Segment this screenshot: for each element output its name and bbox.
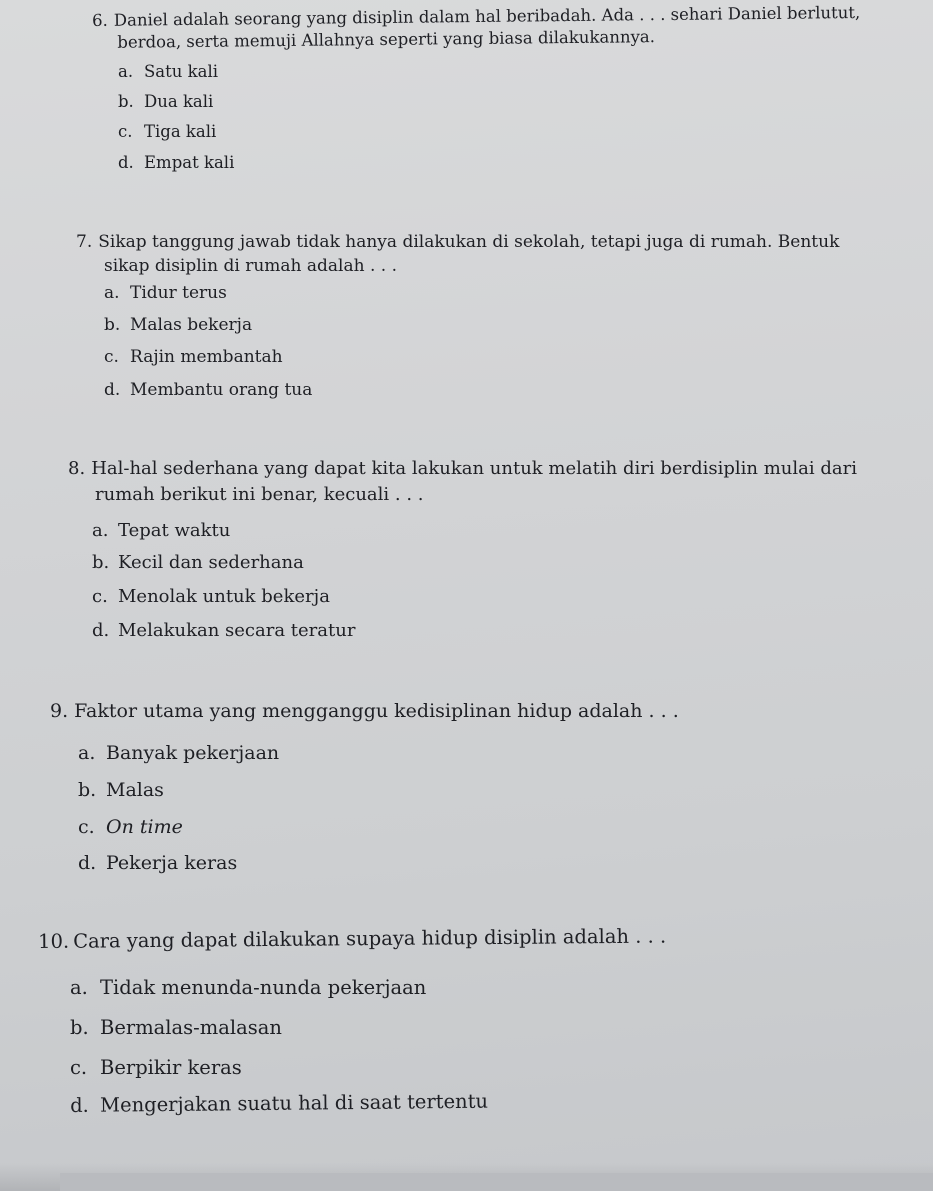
question-7 xyxy=(76,230,839,278)
question-8 xyxy=(68,456,857,508)
option-7b[interactable]: b. Malas bekerja xyxy=(104,315,253,335)
option-10a[interactable]: a. Tidak menunda-nunda pekerjaan xyxy=(70,976,427,999)
question-10 xyxy=(38,923,666,956)
option-9d[interactable]: d. Pekerja keras xyxy=(78,852,238,874)
option-7a[interactable]: a. Tidur terus xyxy=(104,283,227,303)
question-8-line-2: rumah berikut ini benar, kecuali . . . xyxy=(95,484,424,505)
question-8-number: 8. xyxy=(68,458,86,479)
question-7-number: 7. xyxy=(76,232,93,252)
question-7-line-2: sikap disiplin di rumah adalah . . . xyxy=(104,256,397,276)
option-9c[interactable]: c. On time xyxy=(78,816,183,838)
question-6-line-2: berdoa, serta memuji Allahnya seperti yang biasa dilakukannya. xyxy=(117,27,656,52)
option-8b[interactable]: b. Kecil dan sederhana xyxy=(92,552,304,573)
option-8a[interactable]: a. Tepat waktu xyxy=(92,520,231,541)
option-6a[interactable]: a. Satu kali xyxy=(118,62,219,81)
option-10b[interactable]: b. Bermalas-malasan xyxy=(70,1016,282,1039)
option-7d[interactable]: d. Membantu orang tua xyxy=(104,380,313,400)
question-8-line-1: 8. Hal-hal sederhana yang dapat kita lakukan untuk melatih diri berdisiplin mulai dari xyxy=(68,456,857,482)
option-6b[interactable]: b. Dua kali xyxy=(118,92,214,111)
question-9 xyxy=(50,698,679,725)
question-6 xyxy=(92,2,861,54)
page-bottom-edge xyxy=(60,1173,933,1191)
question-9-number: 9. xyxy=(50,700,69,722)
option-8d[interactable]: d. Melakukan secara teratur xyxy=(92,620,356,641)
option-6d[interactable]: d. Empat kali xyxy=(118,153,235,172)
question-10-number: 10. xyxy=(38,929,70,953)
option-7c[interactable]: c. Rajin membantah xyxy=(104,347,283,367)
question-7-line-1: 7. Sikap tanggung jawab tidak hanya dilakukan di sekolah, tetapi juga di rumah. Bentuk xyxy=(76,232,840,252)
option-10c[interactable]: c. Berpikir keras xyxy=(70,1056,242,1079)
question-9-line-1: 9. Faktor utama yang mengganggu kedisiplinan hidup adalah . . . xyxy=(50,698,679,725)
question-6-line-1: 6. Daniel adalah seorang yang disiplin dalam hal beribadah. Ada . . . sehari Daniel berlutut, xyxy=(92,2,861,30)
option-9b[interactable]: b. Malas xyxy=(78,779,164,801)
option-9a[interactable]: a. Banyak pekerjaan xyxy=(78,742,280,764)
option-10d[interactable]: d. Mengerjakan suatu hal di saat tertentu xyxy=(70,1089,489,1117)
option-6c[interactable]: c. Tiga kali xyxy=(118,122,217,141)
option-8c[interactable]: c. Menolak untuk bekerja xyxy=(92,586,330,607)
question-10-line-1: 10. Cara yang dapat dilakukan supaya hidup disiplin adalah . . . xyxy=(38,923,666,956)
question-6-number: 6. xyxy=(92,10,108,30)
